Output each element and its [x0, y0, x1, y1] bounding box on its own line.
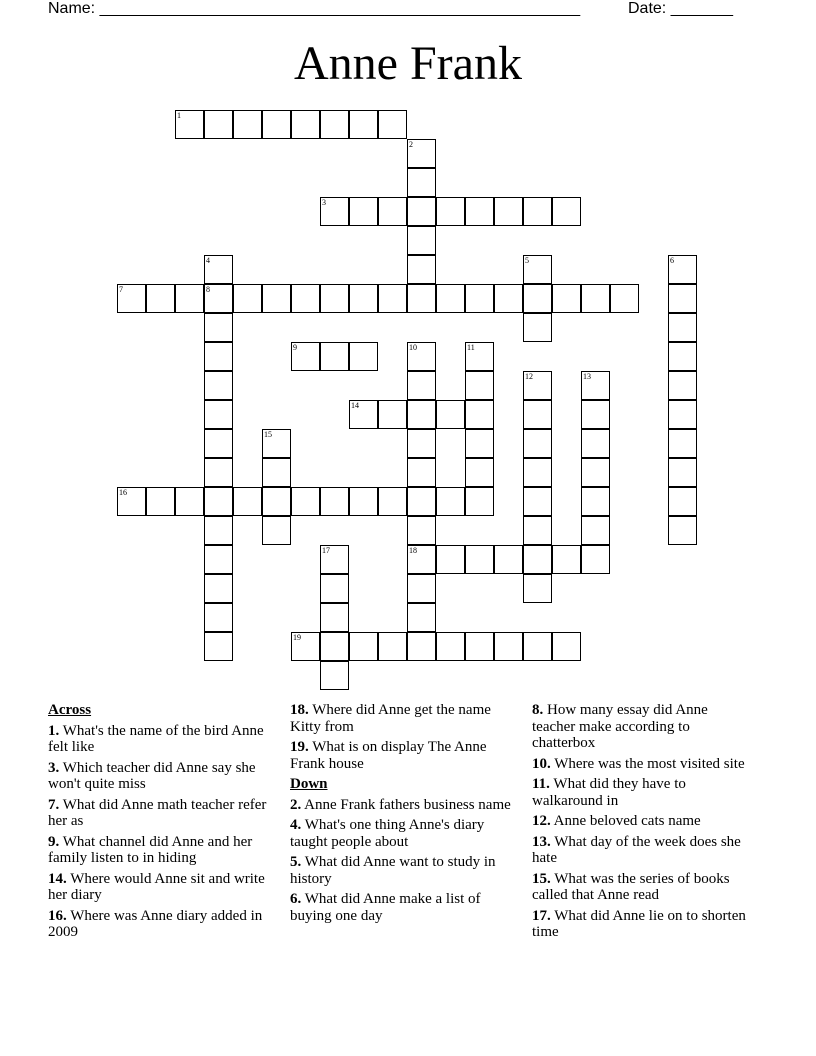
grid-cell[interactable]: [523, 197, 552, 226]
grid-cell[interactable]: [465, 371, 494, 400]
grid-cell[interactable]: [523, 458, 552, 487]
grid-cell[interactable]: [349, 110, 378, 139]
clue-number-3: 3: [322, 198, 326, 207]
grid-cell[interactable]: [668, 458, 697, 487]
grid-cell[interactable]: [436, 545, 465, 574]
across-clue-list-continued: [290, 702, 512, 772]
across-heading: Across: [48, 702, 92, 718]
across-clue: [48, 760, 270, 793]
across-clue-list: [48, 723, 270, 941]
grid-cell[interactable]: [523, 313, 552, 342]
grid-cell[interactable]: [262, 458, 291, 487]
grid-cell[interactable]: [465, 487, 494, 516]
grid-cell[interactable]: [320, 603, 349, 632]
grid-cell[interactable]: [262, 284, 291, 313]
clue-num: 8.: [532, 702, 544, 718]
down-clue: [532, 908, 754, 941]
grid-cell[interactable]: [349, 197, 378, 226]
grid-cell[interactable]: [407, 197, 436, 226]
grid-cell[interactable]: [320, 110, 349, 139]
clue-num: 3.: [48, 759, 60, 776]
grid-cell[interactable]: [262, 516, 291, 545]
grid-cell[interactable]: [668, 284, 697, 313]
clues-column-1: [48, 702, 270, 945]
clue-num: 6.: [290, 891, 302, 907]
clue-num: 12.: [532, 813, 551, 829]
clue-number-16: 16: [119, 488, 127, 497]
grid-cell[interactable]: [436, 632, 465, 661]
across-clue: [48, 723, 270, 756]
grid-cell[interactable]: [523, 574, 552, 603]
grid-cell[interactable]: [407, 429, 436, 458]
clue-number-8: 8: [206, 285, 210, 294]
down-clue: [532, 834, 754, 867]
clue-number-19: 19: [293, 633, 301, 642]
clue-text: What did Anne want to study in history: [290, 854, 496, 887]
clue-text: What did Anne lie on to shorten time: [532, 907, 746, 940]
grid-cell[interactable]: [378, 110, 407, 139]
grid-cell[interactable]: [378, 632, 407, 661]
grid-cell[interactable]: [668, 313, 697, 342]
clue-text: Anne Frank fathers business name: [301, 796, 511, 813]
grid-cell[interactable]: [465, 284, 494, 313]
clue-number-7: 7: [119, 285, 123, 294]
grid-cell[interactable]: [494, 632, 523, 661]
grid-cell[interactable]: [465, 545, 494, 574]
grid-cell[interactable]: [523, 429, 552, 458]
down-heading: Down: [290, 776, 328, 792]
grid-cell[interactable]: [233, 110, 262, 139]
grid-cell[interactable]: [407, 516, 436, 545]
grid-cell[interactable]: [204, 458, 233, 487]
grid-cell[interactable]: [494, 284, 523, 313]
down-clue: [532, 702, 754, 752]
grid-cell[interactable]: [436, 400, 465, 429]
grid-cell[interactable]: [320, 487, 349, 516]
grid-cell[interactable]: [523, 284, 552, 313]
down-clue-list-continued: [532, 702, 754, 941]
name-line[interactable]: Name: ______________________________________________________: [48, 0, 581, 17]
grid-cell[interactable]: [523, 545, 552, 574]
grid-cell[interactable]: [175, 487, 204, 516]
clue-num: 7.: [48, 796, 60, 813]
grid-cell[interactable]: [175, 284, 204, 313]
clue-num: 1.: [48, 722, 60, 739]
grid-cell[interactable]: [407, 284, 436, 313]
down-clue-list: [290, 797, 512, 925]
grid-cell[interactable]: [407, 255, 436, 284]
grid-cell[interactable]: [465, 632, 494, 661]
clues-column-3: [532, 702, 754, 945]
grid-cell[interactable]: [668, 516, 697, 545]
clue-number-5: 5: [525, 256, 529, 265]
grid-cell[interactable]: [233, 487, 262, 516]
grid-cell[interactable]: [436, 487, 465, 516]
grid-cell[interactable]: [494, 197, 523, 226]
grid-cell[interactable]: [204, 371, 233, 400]
down-clue: [532, 776, 754, 809]
grid-cell[interactable]: [552, 545, 581, 574]
clue-number-12: 12: [525, 372, 533, 381]
grid-cell[interactable]: [378, 487, 407, 516]
grid-cell[interactable]: [668, 400, 697, 429]
down-clue: [290, 891, 512, 924]
grid-cell[interactable]: [378, 400, 407, 429]
clue-text: What's one thing Anne's diary taught people about: [290, 817, 485, 850]
clue-number-18: 18: [409, 546, 417, 555]
down-clue: [532, 871, 754, 904]
clue-text: Where was Anne diary added in 2009: [48, 907, 263, 940]
clue-number-9: 9: [293, 343, 297, 352]
grid-cell[interactable]: [320, 661, 349, 690]
grid-cell[interactable]: [204, 429, 233, 458]
clue-number-2: 2: [409, 140, 413, 149]
clues-column-2: [290, 702, 512, 928]
grid-cell[interactable]: [407, 400, 436, 429]
grid-cell[interactable]: [581, 545, 610, 574]
grid-cell[interactable]: [668, 429, 697, 458]
grid-cell[interactable]: [378, 197, 407, 226]
grid-cell[interactable]: [668, 487, 697, 516]
grid-cell[interactable]: [204, 632, 233, 661]
across-clue: [48, 834, 270, 867]
clue-text: What did Anne math teacher refer her as: [48, 796, 267, 829]
across-clue: [290, 739, 512, 772]
grid-cell[interactable]: [581, 516, 610, 545]
grid-cell[interactable]: [465, 197, 494, 226]
grid-cell[interactable]: [552, 197, 581, 226]
clue-text: What was the series of books called that Anne read: [532, 870, 730, 903]
clue-number-4: 4: [206, 256, 210, 265]
grid-cell[interactable]: [349, 284, 378, 313]
clue-num: 14.: [48, 870, 67, 887]
down-clue: [532, 813, 754, 830]
grid-cell[interactable]: [523, 400, 552, 429]
grid-cell[interactable]: [204, 400, 233, 429]
grid-cell[interactable]: [610, 284, 639, 313]
clue-num: 17.: [532, 907, 551, 924]
grid-cell[interactable]: [204, 110, 233, 139]
clue-text: Anne beloved cats name: [550, 813, 701, 829]
grid-cell[interactable]: [233, 284, 262, 313]
grid-cell[interactable]: [262, 110, 291, 139]
grid-cell[interactable]: [204, 516, 233, 545]
grid-cell[interactable]: [552, 632, 581, 661]
grid-cell[interactable]: [320, 284, 349, 313]
clue-number-6: 6: [670, 256, 674, 265]
grid-cell[interactable]: [668, 342, 697, 371]
clue-num: 16.: [48, 907, 67, 924]
clue-text: Which teacher did Anne say she won't quite miss: [48, 759, 256, 792]
grid-cell[interactable]: [204, 487, 233, 516]
grid-cell[interactable]: [349, 632, 378, 661]
grid-cell[interactable]: [349, 487, 378, 516]
grid-cell[interactable]: [320, 632, 349, 661]
clue-num: 9.: [48, 833, 60, 850]
grid-cell[interactable]: [494, 545, 523, 574]
grid-cell[interactable]: [581, 487, 610, 516]
grid-cell[interactable]: [465, 400, 494, 429]
grid-cell[interactable]: [668, 371, 697, 400]
grid-cell[interactable]: [436, 284, 465, 313]
grid-cell[interactable]: [204, 545, 233, 574]
clue-num: 19.: [290, 739, 309, 755]
clue-number-13: 13: [583, 372, 591, 381]
grid-cell[interactable]: [407, 458, 436, 487]
grid-cell[interactable]: [204, 603, 233, 632]
down-clue: [290, 854, 512, 887]
date-line[interactable]: Date: _______: [628, 0, 733, 17]
clue-text: What did Anne make a list of buying one day: [290, 891, 481, 924]
clue-number-1: 1: [177, 111, 181, 120]
down-clue: [532, 756, 754, 773]
clue-text: Where would Anne sit and write her diary: [48, 870, 265, 903]
down-clue: [290, 817, 512, 850]
grid-cell[interactable]: [320, 574, 349, 603]
clue-text: How many essay did Anne teacher make according to chatterbox: [532, 702, 708, 751]
clue-number-10: 10: [409, 343, 417, 352]
grid-cell[interactable]: [407, 226, 436, 255]
grid-cell[interactable]: [204, 574, 233, 603]
grid-cell[interactable]: [581, 400, 610, 429]
clue-text: What day of the week does she hate: [532, 833, 741, 866]
down-clue: [290, 797, 512, 814]
grid-cell[interactable]: [291, 110, 320, 139]
grid-cell[interactable]: [291, 487, 320, 516]
grid-cell[interactable]: [320, 342, 349, 371]
grid-cell[interactable]: [523, 487, 552, 516]
grid-cell[interactable]: [146, 284, 175, 313]
grid-cell[interactable]: [204, 342, 233, 371]
clue-num: 5.: [290, 854, 302, 870]
clue-number-17: 17: [322, 546, 330, 555]
grid-cell[interactable]: [204, 313, 233, 342]
grid-cell[interactable]: [581, 429, 610, 458]
grid-cell[interactable]: [378, 284, 407, 313]
grid-cell[interactable]: [349, 342, 378, 371]
grid-cell[interactable]: [146, 487, 175, 516]
grid-cell[interactable]: [407, 632, 436, 661]
grid-cell[interactable]: [581, 284, 610, 313]
grid-cell[interactable]: [407, 168, 436, 197]
clue-text: What channel did Anne and her family listen to in hiding: [48, 833, 253, 866]
clue-num: 13.: [532, 833, 551, 850]
across-clue: [48, 908, 270, 941]
clue-text: What is on display The Anne Frank house: [290, 739, 487, 772]
grid-cell[interactable]: [407, 371, 436, 400]
grid-cell[interactable]: [465, 429, 494, 458]
across-clue: [290, 702, 512, 735]
page-title: Anne Frank: [294, 37, 522, 90]
grid-cell[interactable]: [523, 632, 552, 661]
grid-cell[interactable]: [262, 487, 291, 516]
grid-cell[interactable]: [581, 458, 610, 487]
clue-num: 2.: [290, 796, 302, 813]
grid-cell[interactable]: [523, 516, 552, 545]
clue-num: 18.: [290, 702, 309, 718]
clue-text: What's the name of the bird Anne felt like: [48, 722, 264, 755]
grid-cell[interactable]: [407, 574, 436, 603]
clue-text: Where did Anne get the name Kitty from: [290, 702, 491, 735]
grid-cell[interactable]: [407, 603, 436, 632]
grid-cell[interactable]: [291, 284, 320, 313]
clue-text: What did they have to walkaround in: [532, 776, 686, 809]
grid-cell[interactable]: [436, 197, 465, 226]
across-clue: [48, 871, 270, 904]
clue-number-11: 11: [467, 343, 475, 352]
grid-cell[interactable]: [407, 487, 436, 516]
clue-number-14: 14: [351, 401, 359, 410]
grid-cell[interactable]: [552, 284, 581, 313]
clue-number-15: 15: [264, 430, 272, 439]
clue-num: 4.: [290, 817, 302, 833]
clue-num: 11.: [532, 776, 550, 792]
grid-cell[interactable]: [465, 458, 494, 487]
clue-num: 15.: [532, 870, 551, 887]
clue-num: 10.: [532, 755, 551, 772]
across-clue: [48, 797, 270, 830]
clue-text: Where was the most visited site: [550, 755, 745, 772]
